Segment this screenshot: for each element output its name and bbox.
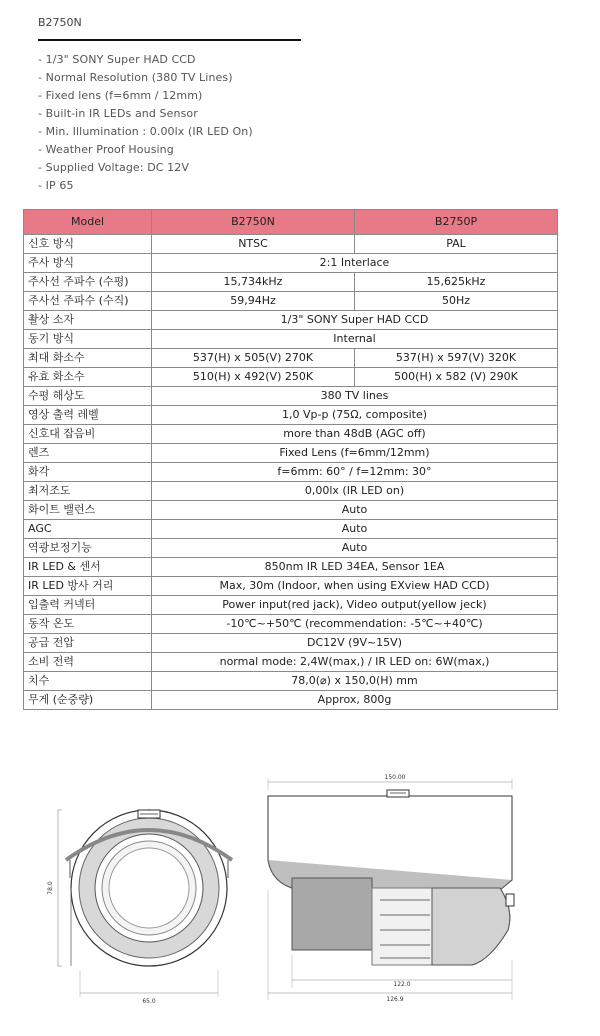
spec-label: 입출력 커넥터: [24, 596, 152, 615]
spec-body: [24, 235, 558, 710]
spec-value: Auto: [152, 539, 558, 558]
spec-value: Internal: [152, 330, 558, 349]
spec-label: 주사 방식: [24, 254, 152, 273]
spec-row: [24, 273, 558, 292]
spec-label: 소비 전력: [24, 653, 152, 672]
title-divider: [38, 39, 301, 41]
spec-row: [24, 292, 558, 311]
spec-value: 500(H) x 582 (V) 290K: [355, 368, 558, 387]
spec-value: Approx, 800g: [152, 691, 558, 710]
spec-label: 최대 화소수: [24, 349, 152, 368]
header-b2750n: B2750N: [152, 210, 355, 235]
spec-label: IR LED 방사 거리: [24, 577, 152, 596]
camera-drawings: [0, 760, 600, 1036]
spec-value: 0,00lx (IR LED on): [152, 482, 558, 501]
feature-item: - Min. Illumination : 0.00lx (IR LED On): [38, 125, 253, 138]
header-b2750p: B2750P: [355, 210, 558, 235]
spec-label: 촬상 소자: [24, 311, 152, 330]
spec-label: 영상 출력 레벨: [24, 406, 152, 425]
spec-value: more than 48dB (AGC off): [152, 425, 558, 444]
spec-label: 렌즈: [24, 444, 152, 463]
side-dim1-label: 122.0: [393, 981, 411, 988]
spec-value: 850nm IR LED 34EA, Sensor 1EA: [152, 558, 558, 577]
spec-row: [24, 691, 558, 710]
spec-value: 510(H) x 492(V) 250K: [152, 368, 355, 387]
spec-row: [24, 539, 558, 558]
feature-item: - IP 65: [38, 179, 74, 192]
side-dim2-label: 126.9: [386, 996, 404, 1003]
spec-value: Auto: [152, 501, 558, 520]
spec-row: [24, 368, 558, 387]
feature-list: [38, 51, 253, 195]
feature-item: - Weather Proof Housing: [38, 143, 174, 156]
spec-label: 치수: [24, 672, 152, 691]
spec-value: 15,625kHz: [355, 273, 558, 292]
spec-label: 수평 해상도: [24, 387, 152, 406]
spec-value: 1/3" SONY Super HAD CCD: [152, 311, 558, 330]
spec-label: 신호대 잡음비: [24, 425, 152, 444]
feature-item: - 1/3" SONY Super HAD CCD: [38, 53, 196, 66]
spec-label: IR LED & 센서: [24, 558, 152, 577]
spec-value: NTSC: [152, 235, 355, 254]
front-width-label: 65.0: [142, 998, 156, 1005]
spec-row: [24, 463, 558, 482]
spec-value: -10℃~+50℃ (recommendation: -5℃~+40℃): [152, 615, 558, 634]
spec-value: Fixed Lens (f=6mm/12mm): [152, 444, 558, 463]
spec-value: Auto: [152, 520, 558, 539]
spec-label: 최저조도: [24, 482, 152, 501]
spec-value: 2:1 Interlace: [152, 254, 558, 273]
spec-label: 주사선 주파수 (수평): [24, 273, 152, 292]
spec-label: 주사선 주파수 (수직): [24, 292, 152, 311]
spec-row: [24, 235, 558, 254]
spec-label: 유효 화소수: [24, 368, 152, 387]
spec-value: 537(H) x 505(V) 270K: [152, 349, 355, 368]
side-view-drawing: [268, 778, 514, 1000]
spec-label: 역광보정기능: [24, 539, 152, 558]
spec-row: [24, 501, 558, 520]
spec-row: [24, 634, 558, 653]
spec-value: 380 TV lines: [152, 387, 558, 406]
spec-label: 화이트 밸런스: [24, 501, 152, 520]
spec-row: [24, 254, 558, 273]
spec-row: [24, 615, 558, 634]
spec-value: 59,94Hz: [152, 292, 355, 311]
spec-value: PAL: [355, 235, 558, 254]
feature-item: - Built-in IR LEDs and Sensor: [38, 107, 198, 120]
spec-row: [24, 482, 558, 501]
side-length-label: 150.00: [384, 774, 406, 781]
feature-item: - Supplied Voltage: DC 12V: [38, 161, 189, 174]
spec-row: [24, 653, 558, 672]
spec-label: 공급 전압: [24, 634, 152, 653]
spec-value: normal mode: 2,4W(max,) / IR LED on: 6W(max,): [152, 653, 558, 672]
spec-table: [23, 209, 558, 710]
spec-row: [24, 520, 558, 539]
spec-row: [24, 311, 558, 330]
front-view-drawing: [58, 810, 232, 997]
spec-header-row: [24, 210, 558, 235]
spec-row: [24, 387, 558, 406]
spec-value: Power input(red jack), Video output(yellow jeck): [152, 596, 558, 615]
spec-row: [24, 577, 558, 596]
spec-row: [24, 406, 558, 425]
spec-row: [24, 349, 558, 368]
front-height-label: 78.0: [47, 881, 54, 895]
model-title: B2750N: [38, 16, 82, 29]
spec-value: 78,0(⌀) x 150,0(H) mm: [152, 672, 558, 691]
spec-value: 50Hz: [355, 292, 558, 311]
spec-row: [24, 558, 558, 577]
spec-label: 신호 방식: [24, 235, 152, 254]
header-model: Model: [24, 210, 152, 235]
spec-value: 1,0 Vp-p (75Ω, composite): [152, 406, 558, 425]
spec-row: [24, 596, 558, 615]
feature-item: - Normal Resolution (380 TV Lines): [38, 71, 233, 84]
spec-row: [24, 425, 558, 444]
spec-row: [24, 444, 558, 463]
spec-label: AGC: [24, 520, 152, 539]
spec-label: 화각: [24, 463, 152, 482]
spec-value: 537(H) x 597(V) 320K: [355, 349, 558, 368]
spec-value: f=6mm: 60° / f=12mm: 30°: [152, 463, 558, 482]
spec-label: 동작 온도: [24, 615, 152, 634]
spec-row: [24, 330, 558, 349]
feature-item: - Fixed lens (f=6mm / 12mm): [38, 89, 203, 102]
spec-label: 동기 방식: [24, 330, 152, 349]
spec-value: 15,734kHz: [152, 273, 355, 292]
spec-value: DC12V (9V~15V): [152, 634, 558, 653]
spec-value: Max, 30m (Indoor, when using EXview HAD CCD): [152, 577, 558, 596]
spec-label: 무게 (순중량): [24, 691, 152, 710]
spec-row: [24, 672, 558, 691]
